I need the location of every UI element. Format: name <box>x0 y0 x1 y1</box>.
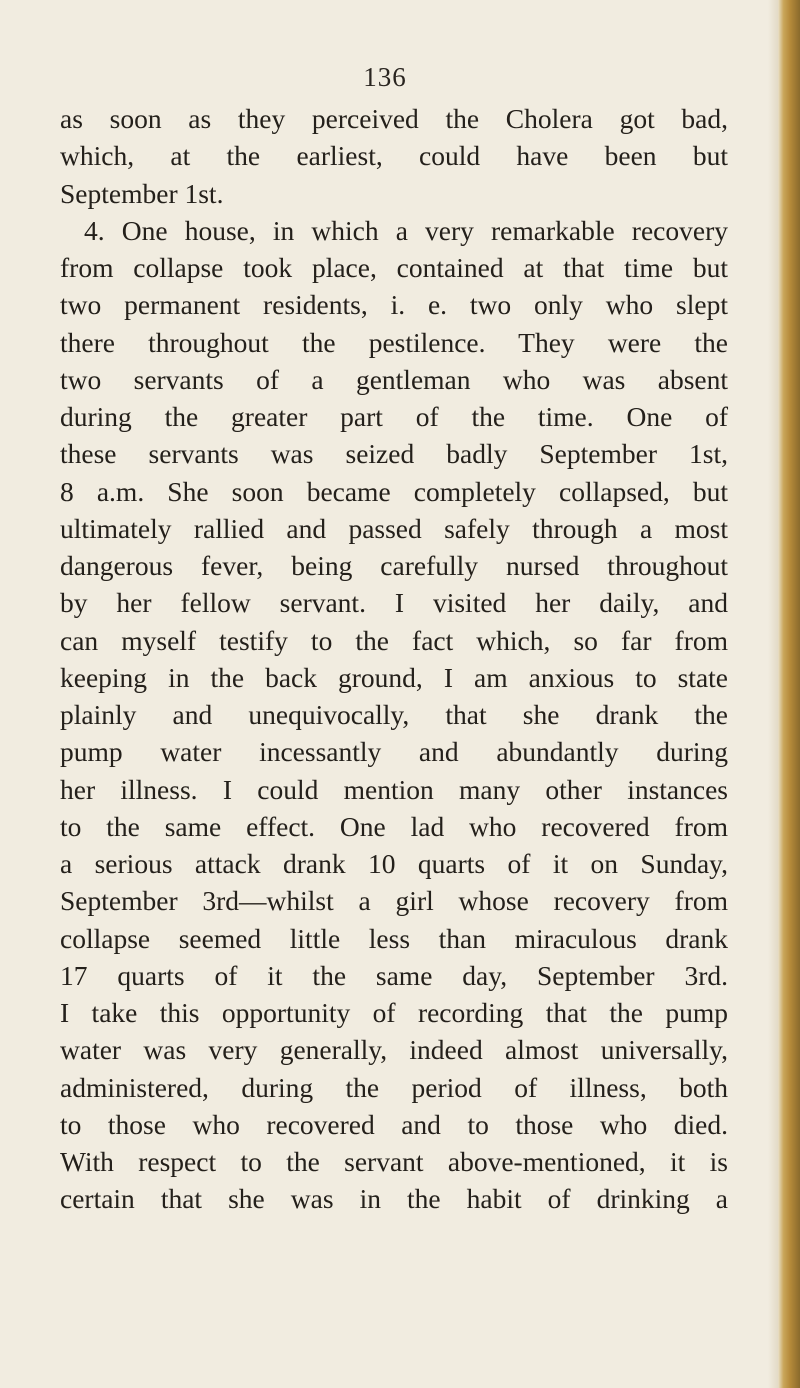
page-number: 136 <box>363 62 407 92</box>
text-line: a serious attack drank 10 quarts of it on Sunday, <box>60 848 728 879</box>
text-line: administered, during the period of illness, both <box>60 1071 728 1103</box>
text-line: September 1st. <box>60 177 224 209</box>
text-line: which, at the earliest, could have been but <box>60 140 728 172</box>
text-line: from collapse took place, contained at that time but <box>60 252 728 283</box>
text-line: pump water incessantly and abundantly during <box>60 736 728 768</box>
text-line: during the greater part of the time. One of <box>60 401 728 432</box>
text-line: collapse seemed little less than miraculous drank <box>60 922 728 954</box>
text-line: 17 quarts of it the same day, September 3rd. <box>60 959 728 991</box>
text-line: water was very generally, indeed almost universally, <box>60 1034 728 1066</box>
text-line: two permanent residents, i. e. two only who slept <box>60 289 728 321</box>
text-line: plainly and unequivocally, that she drank the <box>60 699 728 730</box>
text-line: to those who recovered and to those who died. <box>60 1108 728 1140</box>
gilt-page-edge <box>778 0 800 1388</box>
text-line: I take this opportunity of recording that the pump <box>60 997 728 1028</box>
text-line: as soon as they perceived the Cholera got bad, <box>60 103 728 134</box>
text-line: her illness. I could mention many other instances <box>60 773 728 805</box>
text-line: 8 a.m. She soon became completely collapsed, but <box>60 475 728 507</box>
text-line: certain that she was in the habit of drinking a <box>60 1183 728 1215</box>
text-line: ultimately rallied and passed safely through a most <box>60 512 728 544</box>
text-line: these servants was seized badly September 1st, <box>60 438 728 470</box>
text-line: With respect to the servant above-mentioned, it is <box>60 1146 728 1177</box>
text-line: September 3rd—whilst a girl whose recovery from <box>60 885 728 917</box>
text-line: two servants of a gentleman who was absent <box>60 363 728 395</box>
page-edge-shadow <box>768 0 778 1388</box>
text-line: can myself testify to the fact which, so far from <box>60 624 728 656</box>
text-line: dangerous fever, being carefully nursed throughout <box>60 550 728 581</box>
text-line: keeping in the back ground, I am anxious to state <box>60 661 728 693</box>
text-line: to the same effect. One lad who recovered from <box>60 810 728 842</box>
text-line: there throughout the pestilence. They were the <box>60 326 728 358</box>
body-text <box>60 100 728 1218</box>
text-line: by her fellow servant. I visited her daily, and <box>60 587 728 619</box>
text-line: 4. One house, in which a very remarkable recovery <box>84 214 728 246</box>
